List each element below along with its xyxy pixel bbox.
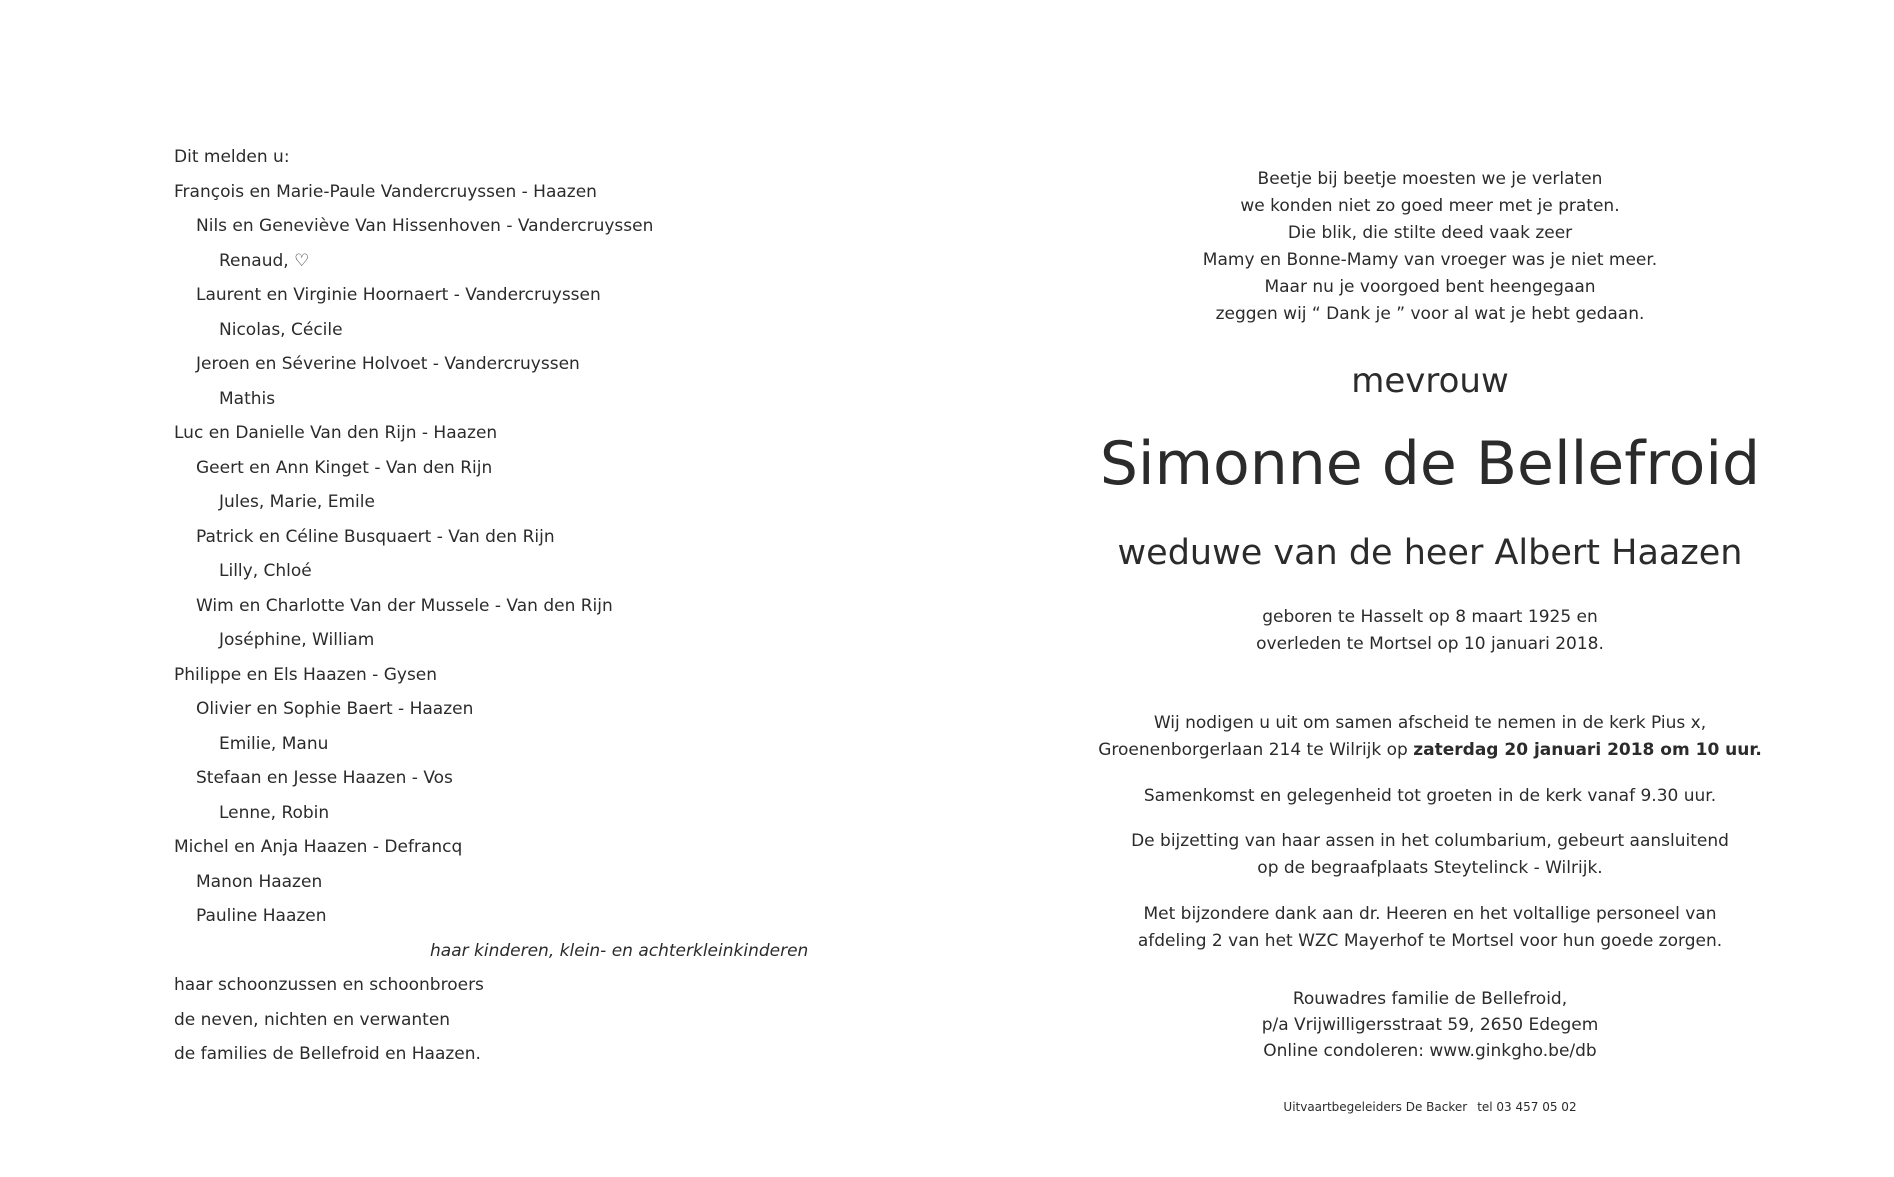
family-line: Manon Haazen [196, 871, 323, 892]
family-line: Jules, Marie, Emile [219, 492, 375, 512]
poem-line: zeggen wij “ Dank je ” voor al wat je hebt gedaan. [1215, 304, 1645, 324]
family-line: Renaud, ♡ [219, 250, 310, 271]
footer-company: Uitvaartbegeleiders De Backer [1283, 1100, 1468, 1114]
relatives-line: de neven, nichten en verwanten [174, 1009, 451, 1030]
burial-line: De bijzetting van haar assen in het columbarium, gebeurt aansluitend [1131, 831, 1729, 851]
poem-line: Mamy en Bonne-Mamy van vroeger was je niet meer. [1202, 250, 1658, 270]
poem-line: Maar nu je voorgoed bent heengegaan [1264, 277, 1596, 297]
family-line: Geert en Ann Kinget - Van den Rijn [196, 457, 493, 478]
address-line: Rouwadres familie de Bellefroid, [1292, 989, 1568, 1009]
poem [1080, 166, 1780, 328]
family-line: Nicolas, Cécile [219, 319, 343, 340]
funeral-invitation [1080, 710, 1780, 764]
family-line: Luc en Danielle Van den Rijn - Haazen [174, 423, 498, 443]
gathering-text: Samenkomst en gelegenheid tot groeten in de kerk vanaf 9.30 uur. [1143, 786, 1717, 806]
thanks-text [1080, 901, 1780, 955]
thanks-line: afdeling 2 van het WZC Mayerhof te Mortsel voor hun goede zorgen. [1137, 931, 1723, 951]
poem-line: Beetje bij beetje moesten we je verlaten [1257, 169, 1603, 189]
footer-phone: tel 03 457 05 02 [1477, 1100, 1577, 1114]
family-line: Nils en Geneviève Van Hissenhoven - Vandercruyssen [196, 216, 654, 236]
family-line: Philippe en Els Haazen - Gysen [174, 664, 438, 685]
family-line: Lilly, Chloé [219, 561, 312, 581]
family-line: Stefaan en Jesse Haazen - Vos [196, 768, 453, 788]
family-line: Olivier en Sophie Baert - Haazen [196, 699, 474, 719]
thanks-line: Met bijzondere dank aan dr. Heeren en het voltallige personeel van [1143, 904, 1717, 924]
mourning-address [1080, 986, 1780, 1064]
address-line: p/a Vrijwilligersstraat 59, 2650 Edegem [1261, 1015, 1599, 1035]
address-line: Online condoleren: www.ginkgho.be/db [1263, 1041, 1597, 1061]
family-line: Jeroen en Séverine Holvoet - Vandercruyssen [196, 354, 580, 374]
relatives-line: haar schoonzussen en schoonbroers [174, 975, 484, 995]
widow-line: weduwe van de heer Albert Haazen [1117, 533, 1743, 573]
family-line: Joséphine, William [219, 630, 375, 650]
family-line: Pauline Haazen [196, 906, 327, 926]
family-list [174, 140, 934, 1072]
birth-line: geboren te Hasselt op 8 maart 1925 en [1262, 607, 1598, 627]
footer [1080, 1099, 1780, 1115]
deceased-name: Simonne de Bellefroid [1099, 429, 1761, 499]
poem-line: we konden niet zo goed meer met je praten. [1240, 196, 1620, 216]
family-line: Michel en Anja Haazen - Defrancq [174, 837, 463, 857]
burial-line: op de begraafplaats Steytelinck - Wilrijk. [1257, 858, 1603, 878]
family-line: Wim en Charlotte Van der Mussele - Van den Rijn [196, 595, 613, 616]
invite-line [1080, 737, 1780, 764]
family-line: François en Marie-Paule Vandercruyssen - Haazen [174, 181, 597, 202]
invite-address: Groenenborgerlaan 214 te Wilrijk op [1098, 740, 1414, 760]
family-line: Laurent en Virginie Hoornaert - Vandercruyssen [196, 285, 601, 305]
kids-caption: haar kinderen, klein- en achterkleinkinderen [430, 940, 809, 961]
burial-text [1080, 828, 1780, 882]
poem-line: Die blik, die stilte deed vaak zeer [1287, 223, 1573, 243]
family-line: Emilie, Manu [219, 733, 329, 754]
relatives-line: de families de Bellefroid en Haazen. [174, 1044, 481, 1064]
death-line: overleden te Mortsel op 10 januari 2018. [1256, 634, 1604, 654]
invite-line: Wij nodigen u uit om samen afscheid te nemen in de kerk Pius x, [1153, 713, 1707, 733]
invite-date: zaterdag 20 januari 2018 om 10 uur. [1413, 740, 1762, 760]
family-line: Patrick en Céline Busquaert - Van den Rijn [196, 526, 555, 547]
intro-text: Dit melden u: [174, 147, 290, 167]
title-honorific: mevrouw [1351, 361, 1509, 401]
family-line: Mathis [219, 388, 276, 409]
family-line: Lenne, Robin [219, 802, 330, 823]
birth-death-dates [1080, 604, 1780, 658]
